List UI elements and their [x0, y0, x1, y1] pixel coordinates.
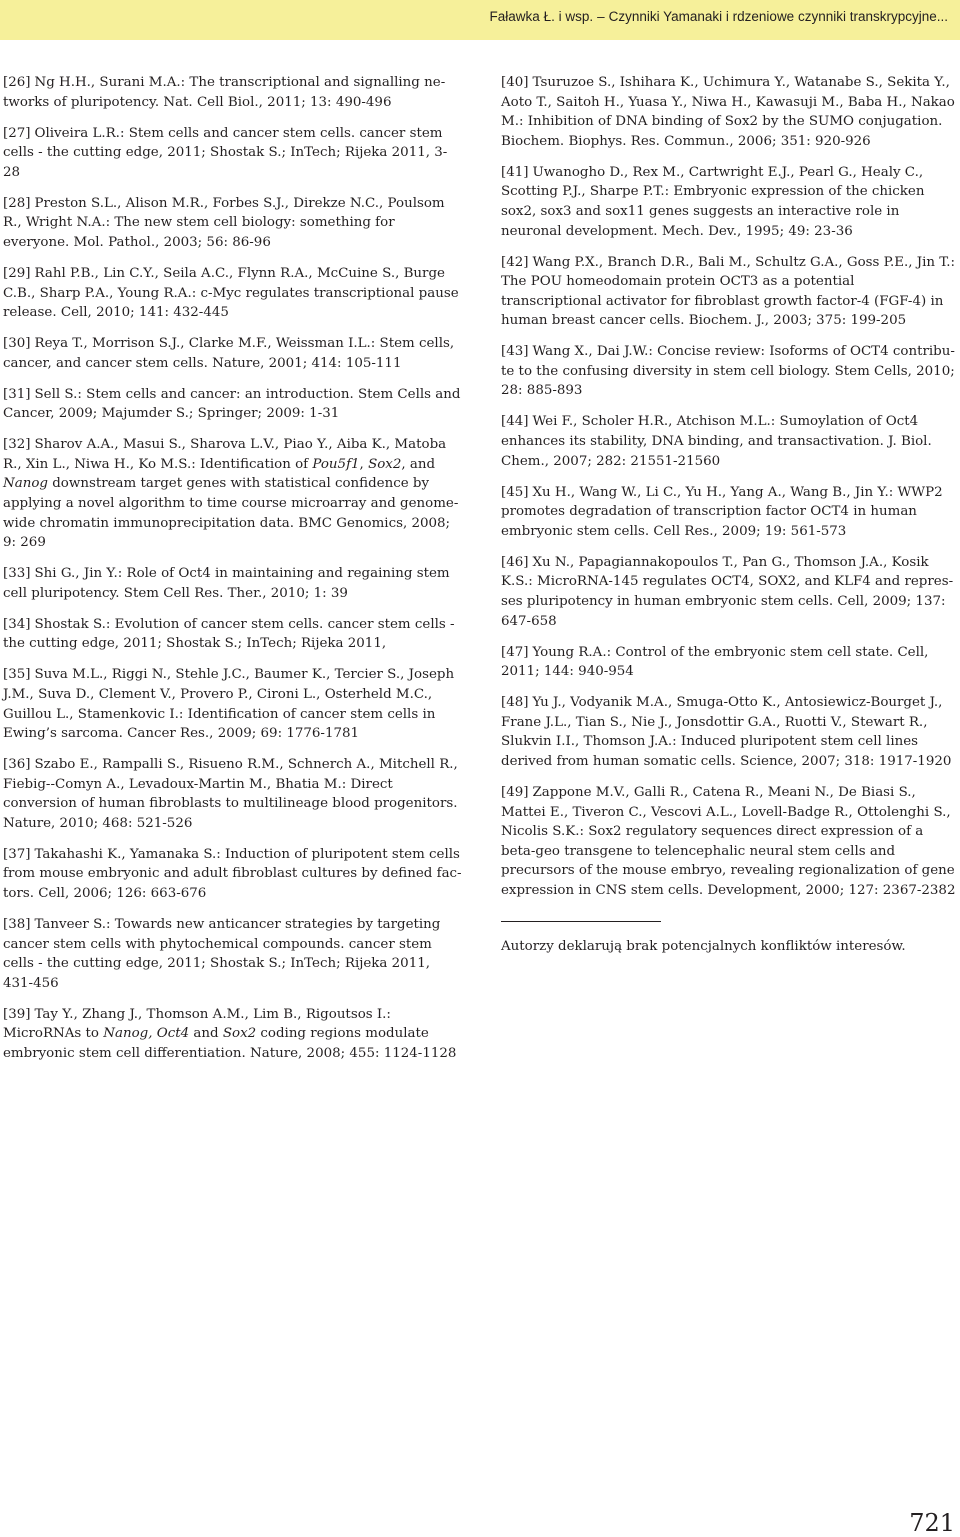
reference-number: [26]	[3, 75, 31, 90]
reference-text: downstream target genes with statistical confidence by applying a novel algorithm to time course microarray and genome-wide chromatin immunoprecipitation data. BMC Genomics, 2008; 9: 269	[3, 476, 459, 551]
reference-text: Uwanogho D., Rex M., Cartwright E.J., Pearl G., Healy C., Scotting P.J., Sharpe P.T.: Embryonic expression of the chicken sox2, sox3 and sox11 genes suggests an interactive role in neuronal development. Mech. Dev., 1995; 49: 23-36	[501, 164, 925, 239]
reference-number: [33]	[3, 566, 31, 582]
reference-text: Rahl P.B., Lin C.Y., Seila A.C., Flynn R.A., McCuine S., Burge C.B., Sharp P.A., Young R.A.: c-Myc regulates transcriptional pause release. Cell, 2010; 141: 432-445	[3, 265, 459, 321]
reference-entry	[501, 342, 959, 401]
reference-entry	[3, 194, 462, 253]
reference-entry	[3, 124, 462, 183]
reference-text: , and	[401, 456, 436, 472]
reference-text: Tanveer S.: Towards new anticancer strategies by targeting cancer stem cells with phytochemical compounds. cancer stem cells - the cutting edge, 2011; Shostak S.; InTech; Rijeka 2011, 431-456	[3, 917, 441, 991]
header-title: Czynniki Yamanaki i rdzeniowe czynniki transkrypcyjne...	[608, 9, 948, 24]
header-authors: Faławka Ł. i wsp.	[489, 9, 594, 24]
reference-entry	[3, 755, 462, 833]
reference-number: [42]	[501, 254, 529, 270]
reference-entry	[501, 412, 959, 471]
reference-entry	[3, 435, 462, 553]
reference-text: Wang X., Dai J.W.: Concise review: Isoforms of OCT4 contribute to the confusing diversity in stem cell biology. Stem Cells, 2010; 28: 885-893	[501, 344, 955, 399]
reference-text: Zappone M.V., Galli R., Catena R., Meani N., De Biasi S., Mattei E., Tiveron C., Vescovi A.L., Lovell-Badge R., Ottolenghi S., Nicolis S.K.: Sox2 regulatory sequences direct expression of a beta-geo transgene to telencephalic neural stem cells and precursors of the mouse embryo, revealing regionalization of gene expression in CNS stem cells. Development, 2000; 127: 2367-2382	[501, 784, 956, 898]
reference-number: [35]	[3, 667, 31, 683]
reference-entry	[3, 334, 462, 373]
reference-text: Xu H., Wang W., Li C., Yu H., Yang A., Wang B., Jin Y.: WWP2 promotes degradation of transcription factor OCT4 in human embryonic stem cells. Cell Res., 2009; 19: 561-573	[501, 484, 943, 539]
reference-gene-name: Pou5f1	[312, 456, 360, 472]
reference-entry	[3, 564, 462, 603]
reference-gene-name: Nanog	[3, 476, 48, 492]
reference-gene-name: Nanog, Oct4	[103, 1026, 190, 1042]
running-header	[0, 0, 960, 40]
reference-number: [49]	[501, 784, 529, 800]
reference-entry	[3, 1005, 462, 1064]
reference-text: Szabo E., Rampalli S., Risueno R.M., Schnerch A., Mitchell R., Fiebig--Comyn A., Levadoux-Martin M., Bhatia M.: Direct conversion of human fibroblasts to multilineage blood progenitors. Nature, 2010; 468: 521-526	[3, 757, 458, 831]
reference-text: Oliveira L.R.: Stem cells and cancer stem cells. cancer stem cells - the cutting edge, 2011; Shostak S.; InTech; Rijeka 2011, 3-28	[3, 125, 448, 180]
reference-text: Tsuruzoe S., Ishihara K., Uchimura Y., Watanabe S., Sekita Y., Aoto T., Saitoh H., Yuasa Y., Niwa H., Kawasuji M., Baba H., Nakao M.: Inhibition of DNA binding of Sox2 by the SUMO conjugation. Biochem. Biophys. Res. Commun., 2006; 351: 920-926	[501, 75, 955, 149]
reference-number: [39]	[3, 1006, 31, 1022]
reference-number: [41]	[501, 164, 529, 180]
reference-number: [45]	[501, 484, 529, 500]
reference-text: Wang P.X., Branch D.R., Bali M., Schultz G.A., Goss P.E., Jin T.: The POU homeodomain protein OCT3 as a potential transcriptional activator for fibroblast growth factor-4 (FGF-4) in human breast cancer cells. Biochem. J., 2003; 375: 199-205	[501, 254, 956, 329]
reference-entry	[3, 264, 462, 323]
reference-number: [46]	[501, 554, 529, 570]
reference-gene-name: Sox2	[222, 1026, 257, 1042]
reference-text: Preston S.L., Alison M.R., Forbes S.J., Direkze N.C., Poulsom R., Wright N.A.: The new stem cell biology: something for everyone. Mol. Pathol., 2003; 56: 86-96	[3, 195, 445, 250]
reference-entry	[3, 915, 462, 993]
reference-entry	[3, 73, 462, 112]
reference-text: and	[189, 1026, 223, 1042]
reference-entry	[501, 483, 959, 542]
reference-number: [40]	[501, 75, 529, 90]
reference-number: [32]	[3, 437, 31, 453]
reference-text: Wei F., Scholer H.R., Atchison M.L.: Sumoylation of Oct4 enhances its stability, DNA binding, and transactivation. J. Biol. Chem., 2007; 282: 21551-21560	[501, 414, 932, 469]
reference-text: Takahashi K., Yamanaka S.: Induction of pluripotent stem cells from mouse embryonic and adult fibroblast cultures by defined factors. Cell, 2006; 126: 663-676	[3, 846, 462, 902]
reference-gene-name: Sox2	[368, 456, 402, 472]
reference-number: [48]	[501, 695, 529, 711]
running-head-text	[490, 9, 948, 24]
reference-entry	[501, 693, 959, 771]
references-right-column	[501, 73, 959, 957]
reference-text: Young R.A.: Control of the embryonic stem cell state. Cell, 2011; 144: 940-954	[501, 644, 929, 680]
reference-number: [37]	[3, 846, 31, 862]
reference-entry	[501, 163, 959, 241]
references-left-column	[3, 73, 462, 1075]
reference-number: [36]	[3, 757, 31, 773]
reference-text: Sell S.: Stem cells and cancer: an introduction. Stem Cells and Cancer, 2009; Majumder S.; Springer; 2009: 1-31	[3, 386, 461, 422]
reference-number: [27]	[3, 125, 31, 141]
reference-text: Tay Y., Zhang J., Thomson A.M., Lim B., Rigoutsos I.: MicroRNAs to	[3, 1006, 391, 1042]
header-separator: –	[597, 9, 605, 24]
reference-entry	[501, 73, 959, 151]
reference-text: Reya T., Morrison S.J., Clarke M.F., Weissman I.L.: Stem cells, cancer, and cancer stem cells. Nature, 2001; 414: 105-111	[3, 336, 455, 371]
reference-entry	[3, 615, 462, 654]
reference-number: [47]	[501, 644, 529, 660]
page-number: 721	[909, 1509, 955, 1537]
reference-text: Xu N., Papagiannakopoulos T., Pan G., Thomson J.A., Kosik K.S.: MicroRNA-145 regulates OCT4, SOX2, and KLF4 and represses pluripotency in human embryonic stem cells. Cell, 2009; 137: 647-658	[501, 554, 954, 629]
reference-entry	[501, 783, 959, 901]
reference-text: coding regions modulate embryonic stem cell differentiation. Nature, 2008; 455: 1124-1128	[3, 1026, 457, 1062]
reference-number: [29]	[3, 265, 31, 281]
reference-text: Ng H.H., Surani M.A.: The transcriptional and signalling networks of pluripotency. Nat. Cell Biol., 2011; 13: 490-496	[3, 75, 446, 110]
reference-text: ,	[359, 456, 369, 472]
reference-entry	[3, 665, 462, 743]
reference-entry	[501, 253, 959, 331]
reference-entry	[501, 553, 959, 631]
reference-number: [28]	[3, 195, 31, 211]
reference-entry	[3, 385, 462, 424]
reference-text: Shi G., Jin Y.: Role of Oct4 in maintaining and regaining stem cell pluripotency. Stem Cell Res. Ther., 2010; 1: 39	[3, 566, 450, 601]
reference-text: Yu J., Vodyanik M.A., Smuga-Otto K., Antosiewicz-Bourget J., Frane J.L., Tian S., Nie J., Jonsdottir G.A., Ruotti V., Stewart R., Slukvin I.I., Thomson J.A.: Induced pluripotent stem cell lines derived from human somatic cells. Science, 2007; 318: 1917-1920	[501, 695, 952, 769]
reference-number: [44]	[501, 414, 529, 430]
reference-text: Sharov A.A., Masui S., Sharova L.V., Piao Y., Aiba K., Matoba R., Xin L., Niwa H., Ko M.S.: Identification of	[3, 437, 447, 472]
references-right-list	[501, 73, 959, 900]
footnote-rule	[501, 921, 661, 922]
reference-number: [43]	[501, 344, 529, 360]
conflict-of-interest-note: Autorzy deklarują brak potencjalnych konfliktów interesów.	[501, 939, 906, 955]
reference-number: [31]	[3, 386, 31, 402]
reference-entry	[3, 845, 462, 904]
reference-entry	[501, 643, 959, 682]
reference-number: [30]	[3, 336, 31, 352]
reference-text: Shostak S.: Evolution of cancer stem cells. cancer stem cells - the cutting edge, 2011; Shostak S.; InTech; Rijeka 2011,	[3, 616, 455, 652]
reference-number: [34]	[3, 616, 31, 632]
reference-text: Suva M.L., Riggi N., Stehle J.C., Baumer K., Tercier S., Joseph J.M., Suva D., Clement V., Provero P., Cironi L., Osterheld M.C., Guillou L., Stamenkovic I.: Identification of cancer stem cells in Ewing’s sarcoma. Cancer Res., 2009; 69: 1776-1781	[3, 667, 455, 742]
reference-number: [38]	[3, 917, 31, 933]
